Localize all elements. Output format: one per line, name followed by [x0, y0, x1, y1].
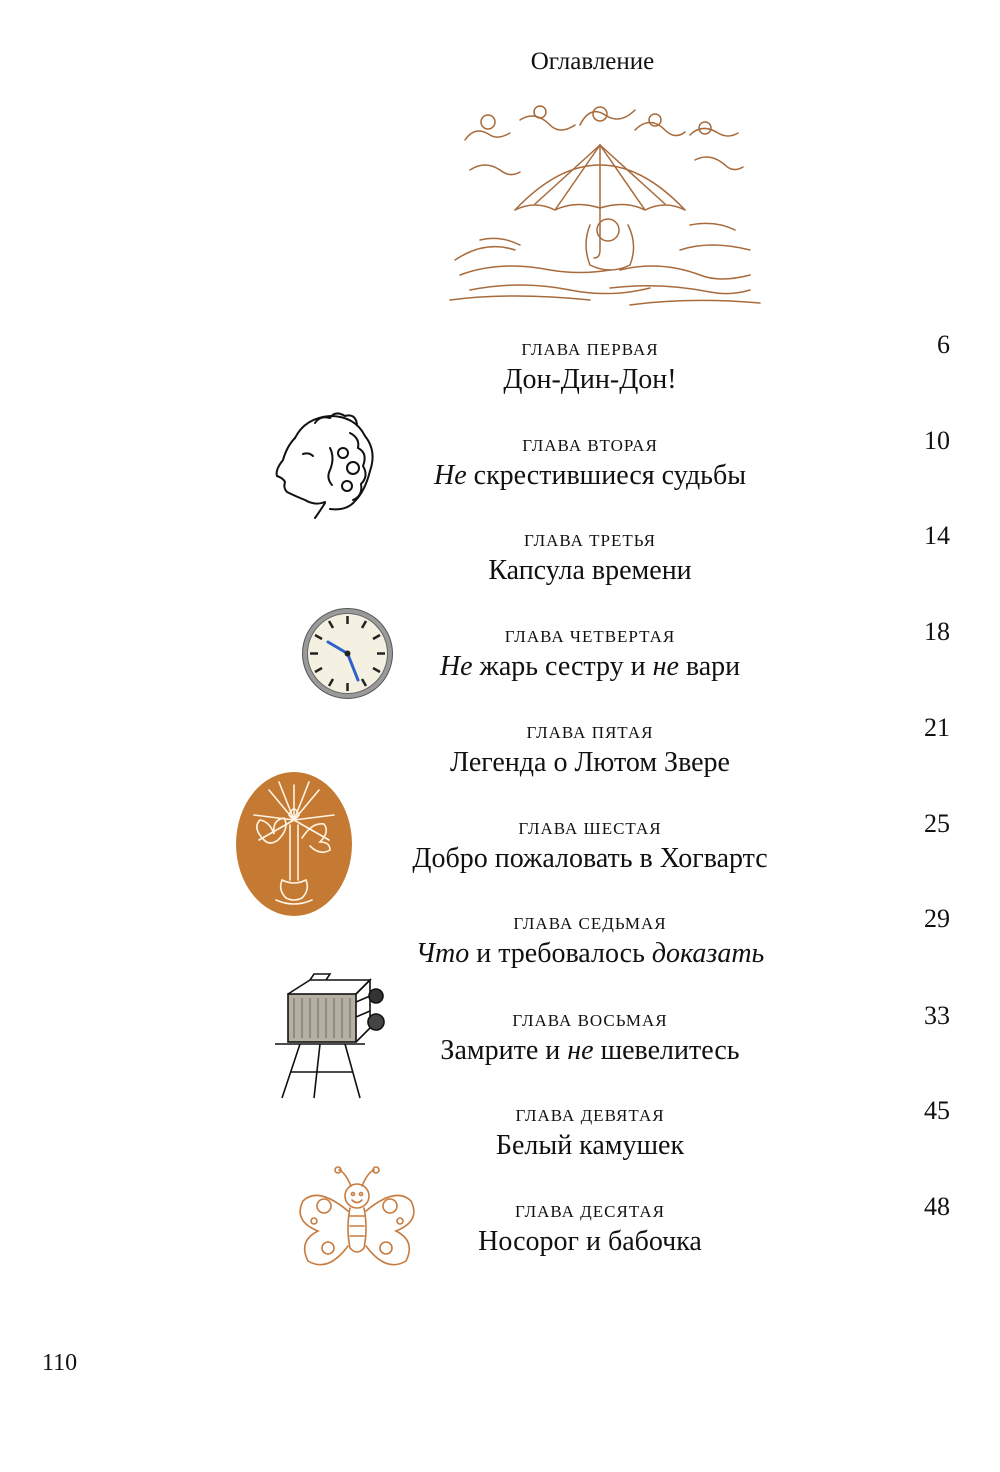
title-text-italic: Не [433, 460, 467, 491]
vintage-camera-icon [270, 972, 392, 1100]
chapter-title[interactable] [412, 843, 767, 875]
page-number-footer: 110 [42, 1350, 78, 1376]
title-text: жарь сестру и [472, 651, 653, 682]
chapter-label: ГЛАВА ТРЕТЬЯ [524, 531, 656, 550]
title-text-italic: не [567, 1035, 594, 1066]
title-text: Замрите и [440, 1035, 568, 1066]
page-number: 48 [924, 1192, 950, 1221]
chapter-title[interactable] [488, 555, 691, 587]
butterfly-doodle-icon [296, 1166, 418, 1276]
title-text-italic: доказать [651, 938, 765, 969]
title-text: Носорог и бабочка [478, 1226, 702, 1257]
chapter-label: ГЛАВА ВОСЬМАЯ [512, 1011, 668, 1030]
chapter-label: ГЛАВА ДЕСЯТАЯ [515, 1202, 665, 1221]
chapter-label: ГЛАВА ЧЕТВЕРТАЯ [504, 627, 676, 646]
chapter-title[interactable] [450, 747, 730, 779]
chapter-title[interactable] [434, 460, 746, 492]
title-text: Дон-Дин-Дон! [503, 364, 677, 395]
chapter-label: ГЛАВА СЕДЬМАЯ [513, 914, 667, 933]
chapter-label: ГЛАВА ПЯТАЯ [526, 723, 654, 742]
umbrella-sketch-icon [440, 100, 770, 310]
title-text: Добро пожаловать в Хогвартс [412, 843, 768, 874]
title-text: Легенда о Лютом Звере [450, 747, 730, 778]
page-number: 14 [924, 521, 950, 550]
chapter-label: ГЛАВА ВТОРАЯ [522, 436, 658, 455]
page-number: 29 [924, 904, 950, 933]
chapter-label: ГЛАВА ПЕРВАЯ [521, 340, 659, 359]
title-text: Белый камушек [495, 1130, 685, 1161]
title-text: шевелитесь [593, 1035, 740, 1066]
chapter-title[interactable] [496, 1130, 684, 1162]
wall-clock-icon [300, 606, 395, 701]
page-number: 45 [924, 1096, 950, 1125]
page-title: Оглавление [530, 48, 655, 75]
page-number: 10 [924, 426, 950, 455]
chapter-title[interactable] [416, 938, 765, 970]
candle-butterflies-icon [234, 770, 354, 918]
chapter-title[interactable] [503, 364, 676, 396]
title-text: Капсула времени [488, 555, 692, 586]
title-text: и требовалось [469, 938, 652, 969]
page-number: 25 [924, 809, 950, 838]
title-text-italic: не [652, 651, 679, 682]
chapter-title[interactable] [440, 1035, 739, 1067]
title-text-italic: Что [415, 938, 470, 969]
title-text: вари [678, 651, 741, 682]
page-number: 18 [924, 617, 950, 646]
chapter-title[interactable] [478, 1226, 702, 1258]
title-text: скрестившиеся судьбы [466, 460, 747, 491]
page-number: 6 [937, 330, 950, 359]
pushkin-profile-icon [255, 408, 380, 523]
title-text-italic: Не [439, 651, 473, 682]
page-number: 21 [924, 713, 950, 742]
page-number: 33 [924, 1001, 950, 1030]
chapter-label: ГЛАВА ДЕВЯТАЯ [515, 1106, 665, 1125]
chapter-label: ГЛАВА ШЕСТАЯ [518, 819, 662, 838]
chapter-title[interactable] [440, 651, 740, 683]
